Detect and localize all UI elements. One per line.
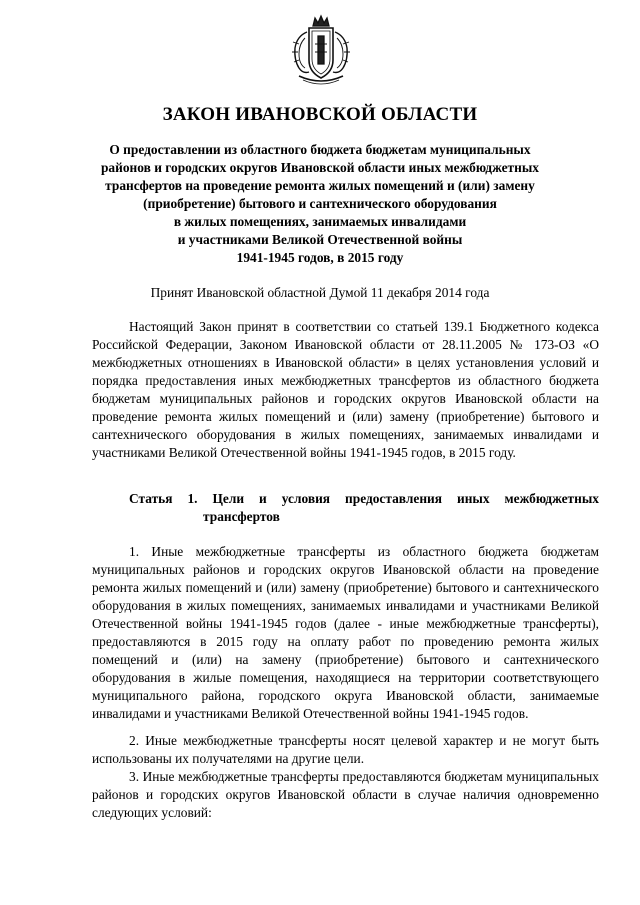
- subtitle-line: и участниками Великой Отечественной войны: [177, 232, 463, 247]
- law-subtitle: [86, 141, 554, 267]
- subtitle-line: О предоставлении из областного бюджета бюджетам муниципальных: [109, 142, 531, 157]
- article-1-paragraph-3: 3. Иные межбюджетные трансферты предоставляются бюджетам муниципальных районов и городских округов Ивановской области в случае наличия одновременно следующих условий:: [92, 769, 599, 820]
- subtitle-line: (приобретение) бытового и сантехнического оборудования: [143, 196, 497, 211]
- article-heading-line: трансфертов: [203, 509, 280, 524]
- article-1-paragraph-2: 2. Иные межбюджетные трансферты носят целевой характер и не могут быть использованы их получателями на другие цели.: [92, 733, 599, 766]
- intro-paragraph: Настоящий Закон принят в соответствии со статьей 139.1 Бюджетного кодекса Российской Федерации, Законом Ивановской области от 28.11.2005 № 173-ОЗ «О межбюджетных отношениях в Ивановской области» в целях установления условий и порядка предоставления иных межбюджетных трансфертов из областного бюджета бюджетам муниципальных районов и городских округов Ивановской области на проведение ремонта жилых помещений и (или) замену (приобретение) бытового и сантехнического оборудования в жилых помещениях, занимаемых инвалидами и участниками Великой Отечественной войны 1941-1945 годов, в 2015 году.: [92, 319, 599, 460]
- subtitle-line: трансфертов на проведение ремонта жилых помещений и (или) замену: [105, 178, 535, 193]
- article-heading-line: Статья 1. Цели и условия предоставления иных межбюджетных: [129, 491, 599, 506]
- subtitle-line: 1941-1945 годов, в 2015 году: [236, 250, 404, 265]
- coat-of-arms-icon: [289, 14, 353, 86]
- article-1-paragraph-1: 1. Иные межбюджетные трансферты из областного бюджета бюджетам муниципальных районов и городских округов Ивановской области на проведение ремонта жилых помещений и (или) замену (приобретение) бытового и сантехнического оборудования в жилых помещениях, занимаемых инвалидами и участниками Великой Отечественной войны 1941-1945 годов (далее - иные межбюджетные трансферты), предоставляются в 2015 году на оплату работ по проведению ремонта жилых помещений и (или) на замену (приобретение) бытового и сантехнического оборудования в жилые помещения, находящиеся на территории соответствующего муниципального района, городского округа Ивановской области, занимаемые инвалидами и участниками Великой Отечественной войны 1941-1945 годов.: [92, 544, 599, 721]
- article-1-heading: [129, 490, 599, 526]
- adoption-note: Принят Ивановской областной Думой 11 декабря 2014 года: [150, 285, 490, 300]
- subtitle-line: районов и городских округов Ивановской области иных межбюджетных: [100, 160, 539, 175]
- law-title: ЗАКОН ИВАНОВСКОЙ ОБЛАСТИ: [162, 104, 478, 125]
- subtitle-line: в жилых помещениях, занимаемых инвалидами: [173, 214, 467, 229]
